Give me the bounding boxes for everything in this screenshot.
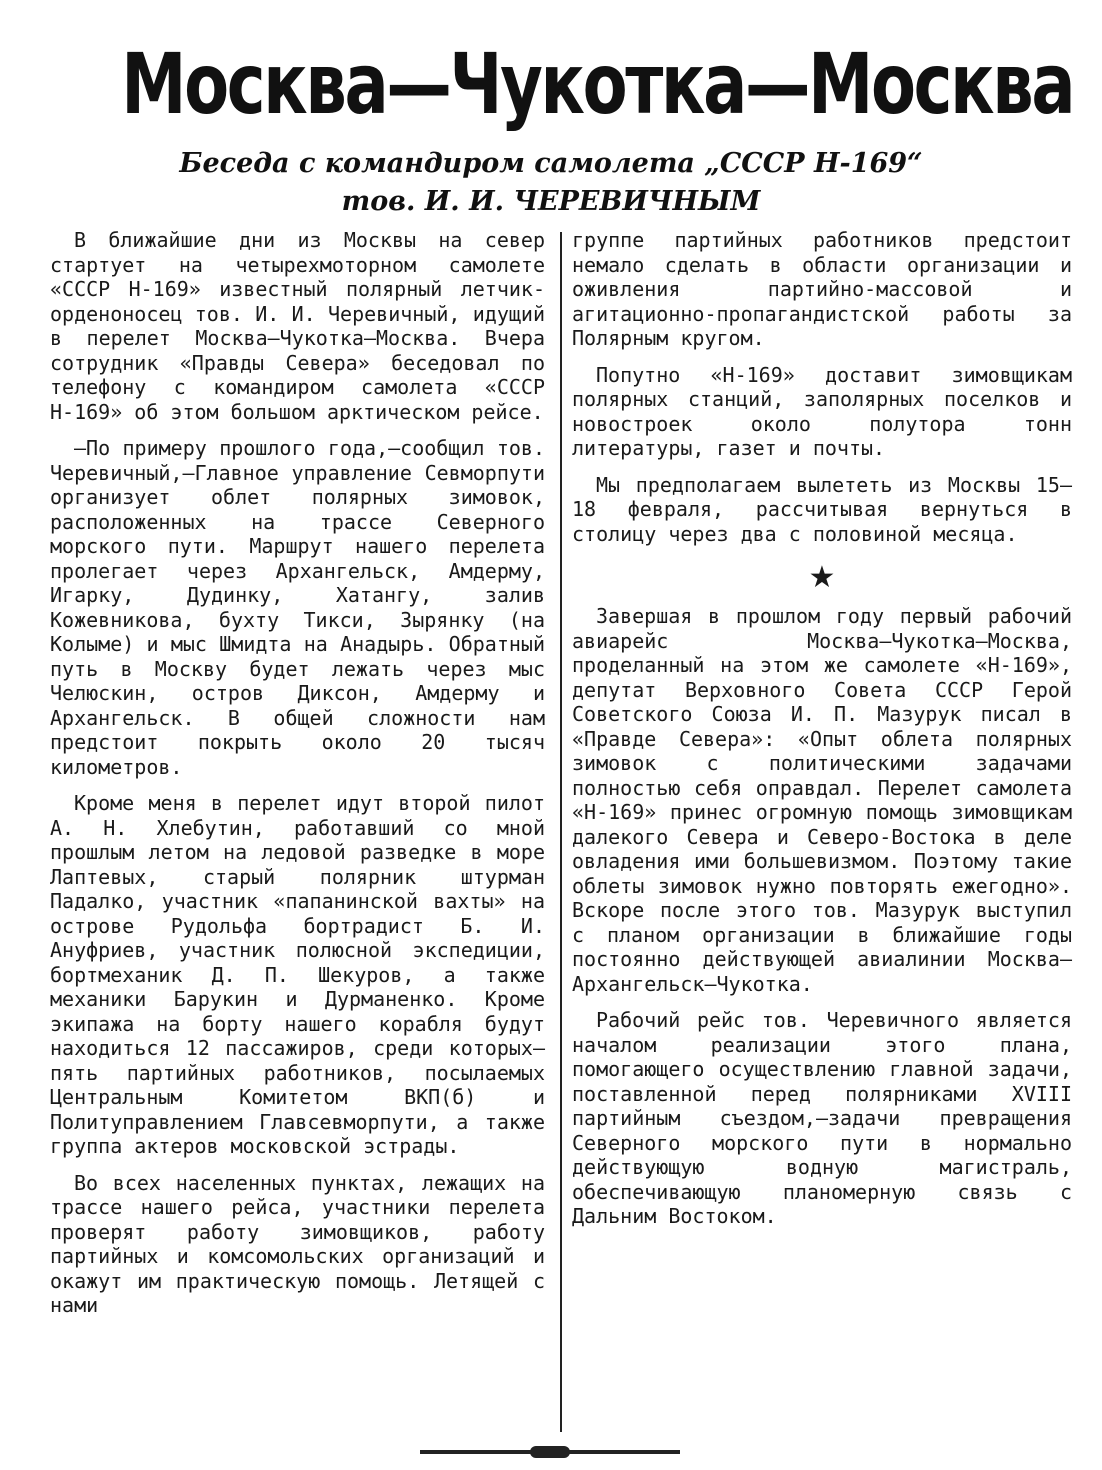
paragraph: В ближайшие дни из Москвы на север стартует на четырехмоторном самолете «СССР Н-169» известный полярный летчик-орденоносец тов. И. И. Черевичный, идущий в перелет Москва—Чукотка—Москва. Вчера сотрудник «Правды Севера» беседовал по телефону с командиром самолета «СССР Н-169» об этом большом арктическом рейсе. bbox=[50, 228, 545, 424]
column-divider bbox=[560, 232, 562, 1432]
paragraph: —По примеру прошлого года,—сообщил тов. Черевичный,—Главное управление Севморпути организует облет полярных зимовок, расположенных на трассе Северного морского пути. Маршрут нашего перелета пролегает через Архангельск, Амдерму, Игарку, Дудинку, Хатангу, залив Кожевникова, бухту Тикси, Зырянку (на Колыме) и мыс Шмидта на Анадырь. Обратный путь в Москву будет лежать через мыс Челюскин, остров Диксон, Амдерму и Архангельск. В общей сложности нам предстоит покрыть около 20 тысяч километров. bbox=[50, 436, 545, 779]
footer-rule bbox=[420, 1450, 680, 1454]
subheadline-line-1: Беседа с командиром самолета „СССР Н-169“ bbox=[179, 148, 923, 179]
paragraph: группе партийных работников предстоит немало сделать в области организации и оживления партийно-массовой и агитационно-пропагандистской работы за Полярным кругом. bbox=[572, 228, 1072, 350]
paragraph: Мы предполагаем вылететь из Москвы 15—18 февраля, рассчитывая вернуться в столицу через два с половиной месяца. bbox=[572, 472, 1072, 546]
paragraph: Попутно «Н-169» доставит зимовщикам полярных станций, заполярных поселков и новостроек около полутора тонн литературы, газет и почты. bbox=[572, 362, 1072, 460]
left-column bbox=[50, 228, 545, 1318]
headline: Москва—Чукотка—Москва bbox=[121, 35, 1074, 133]
paragraph: Во всех населенных пунктах, лежащих на трассе нашего рейса, участники перелета проверят работу зимовщиков, работу партийных и комсомольских организаций и окажут им практическую помощь. Летящей с нами bbox=[50, 1170, 545, 1317]
star-separator-icon: ★ bbox=[808, 560, 836, 595]
paragraph: Рабочий рейс тов. Черевичного является началом реализации этого плана, помогающего осуществлению главной задачи, поставленной перед полярниками XVIII партийным съездом,—задачи превращения Северного морского пути в нормально действующую водную магистраль, обеспечивающую планомерную связь с Дальним Востоком. bbox=[572, 1008, 1072, 1228]
subheadline-line-2: тов. И. И. ЧЕРЕВИЧНЫМ bbox=[341, 186, 761, 217]
right-column bbox=[572, 228, 1072, 1229]
paragraph: Кроме меня в перелет идут второй пилот А. Н. Хлебутин, работавший со мной прошлым летом на ледовой разведке в море Лаптевых, старый полярник штурман Падалко, участник «папанинской вахты» на острове Рудольфа бортрадист Б. И. Ануфриев, участник полюсной экспедиции, бортмеханик Д. П. Шекуров, а также механики Барукин и Дурманенко. Кроме экипажа на борту нашего корабля будут находиться 12 пассажиров, среди которых—пять партийных работников, посылаемых Центральным Комитетом ВКП(б) и Политуправлением Главсевморпути, а также группа актеров московской эстрады. bbox=[50, 791, 545, 1158]
paragraph: Завершая в прошлом году первый рабочий авиарейс Москва—Чукотка—Москва, проделанный на этом же самолете «Н-169», депутат Верховного Совета СССР Герой Советского Союза И. П. Мазурук писал в «Правде Севера»: «Опыт облета полярных зимовок с политическими задачами полностью себя оправдал. Перелет самолета «Н-169» принес огромную помощь зимовщикам далекого Севера и Северо-Востока в деле овладения ими большевизмом. Поэтому такие облеты зимовок нужно повторять ежегодно». Вскоре после этого тов. Мазурук выступил с планом организации в ближайшие годы постоянно действующей авиалинии Москва—Архангельск—Чукотка. bbox=[572, 604, 1072, 996]
